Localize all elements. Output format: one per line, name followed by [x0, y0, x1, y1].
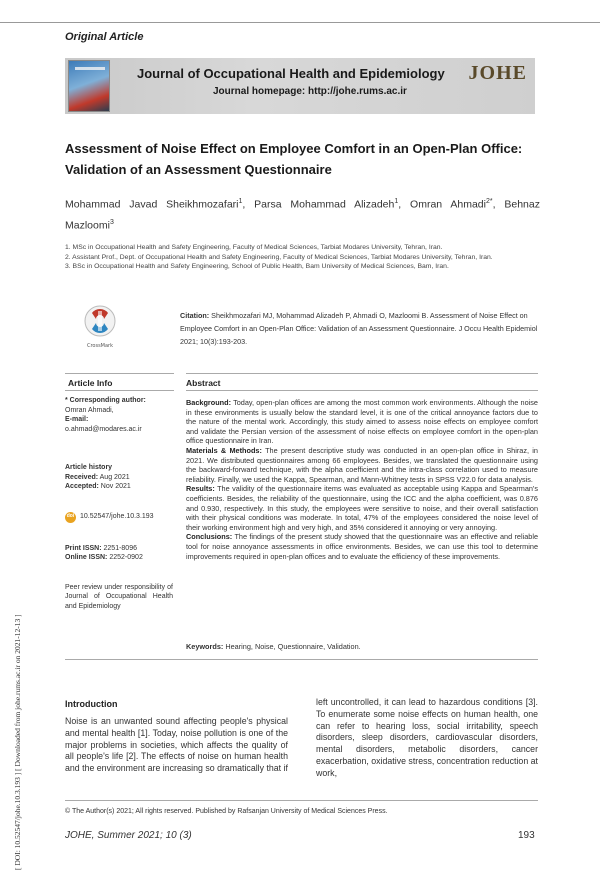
top-rule [0, 22, 600, 23]
doi-row [65, 512, 173, 523]
citation-label: Citation: [180, 311, 210, 320]
conclusions-text: The findings of the present study showed that the questionnaire was an effective and reliable tool for noise annoyance assessments in office environments. Besides, we can use this tool to determine improvements required in open-plan offices and to evaluate the efficiency of these improvements. [186, 532, 538, 561]
introduction-col1: Noise is an unwanted sound affecting people's physical and mental health [1]. Today, noise pollution is one of the major problems in societies, which affects the quality of all people's life [2]. The effects of noise on human health and the environment are increasing so dramatically that if [65, 716, 288, 774]
print-issn: 2251-8096 [103, 544, 137, 552]
abstract-background [186, 398, 538, 446]
divider [65, 659, 538, 660]
doi-icon: doi [65, 512, 76, 523]
accepted-label: Accepted: [65, 483, 99, 490]
doi-link[interactable]: 10.52547/johe.10.3.193 [80, 513, 154, 521]
online-issn-label: Online ISSN: [65, 554, 108, 561]
corresponding-author-label: * Corresponding author: [65, 397, 146, 404]
journal-banner [65, 58, 535, 114]
author-affiliation-mark: 3 [109, 218, 114, 226]
keywords [186, 642, 538, 651]
results-label: Results: [186, 484, 215, 494]
abstract-body [186, 398, 538, 561]
article-type: Original Article [65, 31, 144, 43]
divider [65, 800, 538, 801]
abstract-methods [186, 446, 538, 484]
author: Omran Ahmadi [410, 198, 486, 211]
affiliation-item: 2. Assistant Prof., Dept. of Occupational Health and Safety Engineering, Faculty of Medical Sciences, Tarbiat Modares University, Tehran, Iran. [65, 253, 493, 261]
results-text: The validity of the questionnaire items was evaluated as acceptable using Kappa and Spearman's coefficients. Besides, the reliability of the questionnaire, using the ICC and the alpha coefficient, was 0.876 and 0.930, respectively. In this study, the employees were sensitive to noise, and their overall satisfaction with their physical conditions was moderate. In total, 47% of the employees considered the noise level of their working environment high and very high, and 35% considered it annoying or very annoying. [186, 484, 538, 532]
divider [65, 390, 174, 391]
crossmark-badge[interactable] [80, 303, 120, 351]
abstract-results [186, 484, 538, 532]
corresponding-author-name: Omran Ahmadi, [65, 406, 114, 414]
affiliation-item: 3. BSc in Occupational Health and Safety Engineering, School of Public Health, Bam University of Medical Sciences, Bam, Iran. [65, 263, 449, 270]
citation-block [180, 309, 538, 348]
keywords-text: Hearing, Noise, Questionnaire, Validation. [225, 642, 361, 651]
email-label: E-mail: [65, 416, 89, 423]
received-label: Received: [65, 473, 99, 481]
paper-title: Assessment of Noise Effect on Employee Comfort in an Open-Plan Office: Validation of an Assessment Questionnaire [65, 141, 523, 177]
introduction-heading: Introduction [65, 699, 118, 709]
history-label: Article history [65, 464, 113, 471]
accepted-date: Nov 2021 [100, 483, 131, 490]
page-number: 193 [518, 830, 535, 841]
journal-title: Journal of Occupational Health and Epidemiology [137, 66, 445, 81]
divider [186, 373, 538, 374]
journal-logo: JOHE [468, 62, 527, 84]
affiliations [65, 243, 540, 272]
divider [186, 390, 538, 391]
methods-label: Materials & Methods: [186, 445, 262, 455]
abstract-heading: Abstract [186, 378, 221, 388]
background-text: Today, open-plan offices are among the most common work environments. Although the noise in these environments is usually below the standard level, it is one of the critical annoyance factors due to the nature of the mental work. Accordingly, this study aimed to assess noise effects on employee comfort and validate the Persian version of the assessment of noise effects on employee comfort in the open-plan office questionnaire in Iran. [186, 398, 538, 446]
journal-cover-image [68, 60, 110, 112]
affiliation-item: 1. MSc in Occupational Health and Safety Engineering, Faculty of Medical Sciences, Tarbiat Modares University, Tehran, Iran. [65, 244, 443, 251]
email-link[interactable]: o.ahmad@modares.ac.ir [65, 425, 142, 433]
peer-review-note: Peer review under responsibility of Journal of Occupational Health and Epidemiology [65, 583, 173, 610]
introduction-col2: left uncontrolled, it can lead to hazardous conditions [3]. To enumerate some noise effects on human health, one can refer to hearing loss, social irritability, speech disorders, sleep disorders, cardiovascular disorders, mental disorders, metabolic disorders, cancer exacerbation, oxidative stress, concentration reduction at work, [316, 697, 539, 778]
conclusions-label: Conclusions: [186, 532, 233, 542]
author-affiliation-mark: 1 [394, 198, 399, 205]
author: Mohammad Javad Sheikhmozafari [65, 198, 239, 211]
online-issn: 2252-0902 [109, 554, 143, 561]
methods-text: The present descriptive study was conducted in an open-plan office in Shiraz, in 2021. We distributed questionnaires among 66 employees. Besides, we translated the questionnaire using the backward-forward technique, with the alpha coefficient and the intra-class correlation used to measure reliability. Finally, we used the Kappa, Spearman, and Mann-Whitney tests in SPSS V22.0 for data analysis. [186, 445, 538, 484]
author-affiliation-mark: 1 [238, 198, 243, 205]
author-affiliation-mark: 2* [485, 198, 493, 205]
journal-homepage-link[interactable]: Journal homepage: http://johe.rums.ac.ir [213, 86, 407, 97]
footer-journal: JOHE, Summer 2021; 10 (3) [65, 830, 192, 841]
copyright-notice: © The Author(s) 2021; All rights reserved. Published by Rafsanjan University of Medical Sciences Press. [65, 808, 388, 815]
abstract-conclusions [186, 532, 538, 561]
crossmark-label: CrossMark [86, 343, 114, 349]
download-watermark [2, 540, 22, 875]
received-date: Aug 2021 [99, 473, 130, 481]
keywords-label: Keywords: [186, 642, 224, 651]
crossmark-icon [80, 303, 120, 351]
print-issn-label: Print ISSN: [65, 544, 102, 552]
article-info-heading: Article Info [68, 378, 113, 388]
side-text: [ DOI: 10.52547/johe.10.3.193 ] [ Downloaded from johe.rums.ac.ir on 2021-12-13 ] [13, 614, 22, 870]
divider [65, 373, 174, 374]
author: Behnaz Mazloomi [65, 198, 540, 231]
citation-text: Sheikhmozafari MJ, Mohammad Alizadeh P, Ahmadi O, Mazloomi B. Assessment of Noise Effect on Employee Comfort in an Open-Plan Office: Validation of an Assessment Questionnaire. J Occu Health Epidemiol 2021; 10(3):193-203. [180, 311, 538, 346]
author: Parsa Mohammad Alizadeh [254, 198, 395, 211]
author-list: Mohammad Javad Sheikhmozafari$^1$, Parsa Mohammad Alizadeh$^1$, Omran Ahmadi$^{2*}$, Behnaz Mazloomi$^3$ [65, 198, 540, 231]
background-label: Background: [186, 398, 231, 407]
article-info-panel [65, 396, 173, 611]
